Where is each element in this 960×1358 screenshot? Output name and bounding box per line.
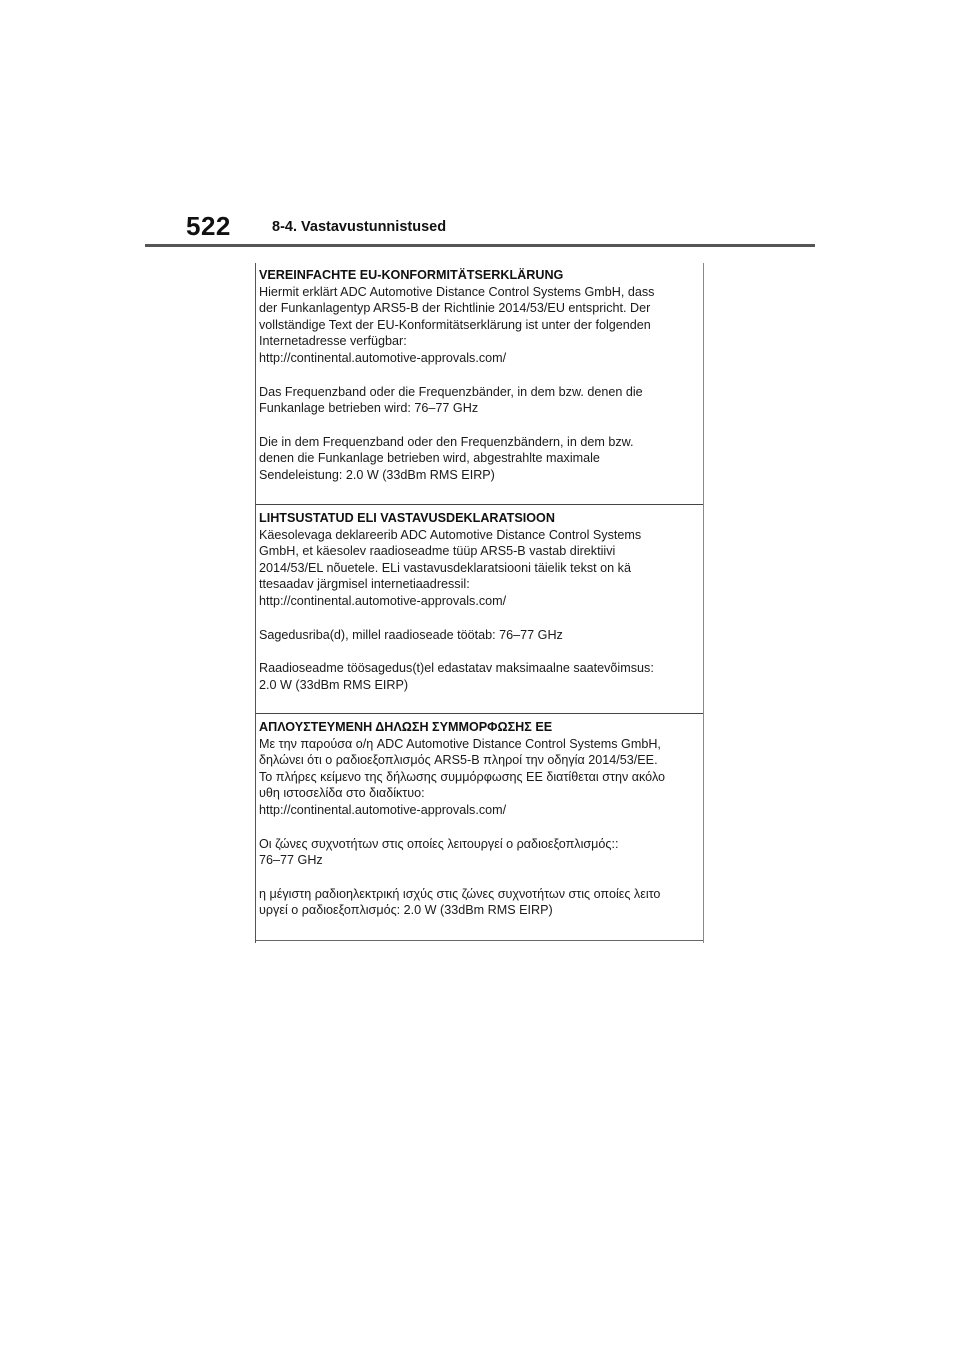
text-line: Το πλήρες κείμενο της δήλωσης συμμόρφωσης ΕΕ διατίθεται στην ακόλο [259,769,666,784]
declaration-box [255,263,704,943]
text-line: Funkanlage betrieben wird: 76–77 GHz [259,401,479,416]
text-line: 2.0 W (33dBm RMS EIRP) [259,677,409,692]
declaration-paragraph [259,284,700,367]
header-rule [145,244,815,247]
text-line: denen die Funkanlage betrieben wird, abgestrahlte maximale [259,451,600,466]
text-line: GmbH, et käesolev raadioseadme tüüp ARS5-B vastab direktiivi [259,544,616,559]
declaration-paragraph [259,527,700,610]
declaration-heading: VEREINFACHTE EU-KONFORMITÄTSERKLÄRUNG [259,268,564,282]
text-line: υργεί ο ραδιοεξοπλισμός: 2.0 W (33dBm RMS EIRP) [259,903,553,918]
declaration-paragraph [259,660,700,693]
text-line: Hiermit erklärt ADC Automotive Distance Control Systems GmbH, dass [259,284,655,299]
text-line: Das Frequenzband oder die Frequenzbänder, in dem bzw. denen die [259,384,643,399]
declaration-paragraph [259,434,700,484]
declaration-section-et [256,504,703,693]
text-line: der Funkanlagentyp ARS5-B der Richtlinie 2014/53/EU entspricht. Der [259,301,651,316]
page-header [0,0,960,250]
text-line: ttesaadav järgmisel internetiaadressil: [259,577,470,592]
section-title: 8-4. Vastavustunnistused [272,219,447,235]
text-line: Sendeleistung: 2.0 W (33dBm RMS EIRP) [259,467,495,482]
text-line: η μέγιστη ραδιοηλεκτρική ισχύς στις ζώνες συχνοτήτων στις οποίες λειτο [259,886,661,901]
declaration-paragraph [259,886,700,919]
declaration-paragraph [259,384,700,417]
declaration-heading: LIHTSUSTATUD ELI VASTAVUSDEKLARATSIOON [259,511,555,525]
declaration-section-el [256,713,703,919]
declaration-heading: ΑΠΛΟΥΣΤΕΥΜΕΝΗ ΔΗΛΩΣΗ ΣΥΜΜΟΡΦΩΣΗΣ ΕΕ [259,720,553,734]
url-text: http://continental.automotive-approvals.com/ [259,350,507,365]
text-line: δηλώνει ότι ο ραδιοεξοπλισμός ARS5-B πληροί την οδηγία 2014/53/ΕΕ. [259,753,658,768]
text-line: Raadioseadme töösagedus(t)el edastatav maksimaalne saatevõimsus: [259,661,654,676]
text-line: Οι ζώνες συχνοτήτων στις οποίες λειτουργεί ο ραδιοεξοπλισμός:: [259,836,619,851]
text-line: Internetadresse verfügbar: [259,334,407,349]
declaration-section-de [256,267,703,484]
declaration-box-bottom-rule [256,940,703,941]
url-text: http://continental.automotive-approvals.com/ [259,593,507,608]
text-line: 76–77 GHz [259,853,323,868]
declaration-paragraph [259,736,700,819]
text-line: Με την παρούσα ο/η ADC Automotive Distance Control Systems GmbH, [259,736,661,751]
declaration-paragraph [259,627,700,644]
text-line: υθη ιστοσελίδα στο διαδίκτυο: [259,786,425,801]
page-number: 522 [186,211,231,241]
declaration-paragraph [259,836,700,869]
url-text: http://continental.automotive-approvals.com/ [259,802,507,817]
text-line: Die in dem Frequenzband oder den Frequenzbändern, in dem bzw. [259,434,634,449]
text-line: Käesolevaga deklareerib ADC Automotive Distance Control Systems [259,527,642,542]
text-line: 2014/53/EL nõuetele. ELi vastavusdeklaratsiooni täielik tekst on kä [259,560,631,575]
text-line: Sagedusriba(d), millel raadioseade töötab: 76–77 GHz [259,627,563,642]
text-line: vollständige Text der EU-Konformitätserklärung ist unter der folgenden [259,317,651,332]
